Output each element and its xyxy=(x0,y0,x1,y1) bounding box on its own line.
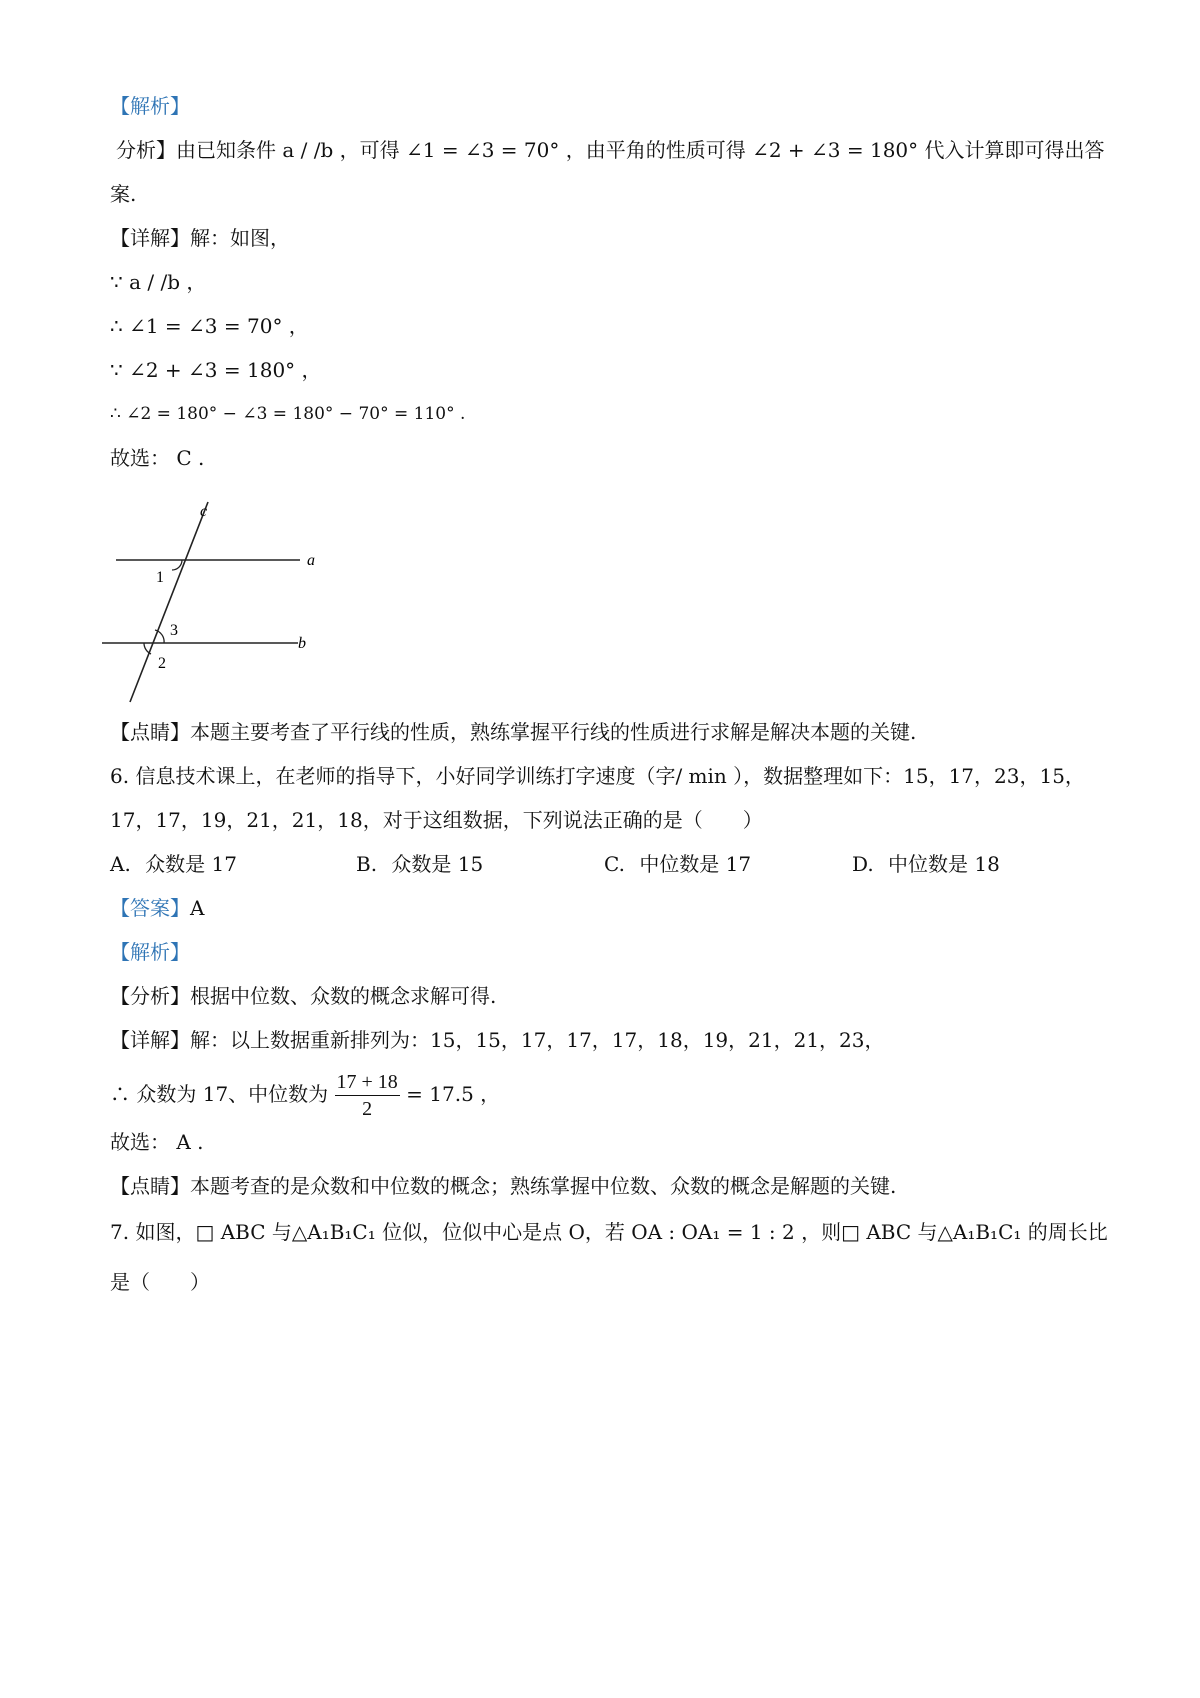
label-angle-2: 2 xyxy=(158,655,166,672)
analysis-text-line1: 分析】由已知条件 a / /b ，可得 ∠1 = ∠3 = 70° ，由平角的性质可得 ∠2 + ∠3 = 180° 代入计算即可得出答 xyxy=(116,138,1105,162)
result-prefix: ∴ 众数为 17、中位数为 xyxy=(110,1082,329,1106)
option-a-label: A. xyxy=(110,852,131,876)
analysis-tag: 【解析】 xyxy=(110,94,190,118)
option-d-text: 中位数是 18 xyxy=(888,852,1000,876)
option-b-text: 众数是 15 xyxy=(391,852,484,876)
option-c-label: C. xyxy=(604,852,625,876)
option-b xyxy=(356,850,483,878)
analysis-text-line2: 案. xyxy=(110,182,137,206)
q6-choice: 故选： A . xyxy=(110,1130,204,1154)
line-c xyxy=(130,502,208,702)
label-angle-3: 3 xyxy=(170,622,178,639)
answer-value: A xyxy=(190,896,205,920)
option-a xyxy=(110,850,237,878)
parallel-lines-figure xyxy=(100,503,330,705)
median-fraction xyxy=(335,1069,400,1122)
option-a-text: 众数是 17 xyxy=(145,852,237,876)
q6-analysis: 【分析】根据中位数、众数的概念求解可得. xyxy=(110,984,497,1008)
q6-stem-line2: 17，17，19，21，21，18，对于这组数据，下列说法正确的是（ ） xyxy=(110,808,763,832)
q6-result-line xyxy=(110,1066,500,1122)
fraction-denominator: 2 xyxy=(362,1098,373,1120)
option-b-label: B. xyxy=(356,852,378,876)
q6-stem-line1: 6. 信息技术课上，在老师的指导下，小好同学训练打字速度（字/ min ），数据整理如下：15，17，23，15， xyxy=(110,764,1085,788)
label-c: c xyxy=(200,503,208,520)
option-c-text: 中位数是 17 xyxy=(639,852,752,876)
q6-detail: 【详解】解：以上数据重新排列为：15，15，17，17，17，18，19，21，21，23， xyxy=(110,1028,885,1052)
step-1: ∵ a / /b ， xyxy=(110,270,207,294)
label-angle-1: 1 xyxy=(156,569,164,586)
result-suffix: = 17.5 ， xyxy=(406,1082,501,1106)
remark-q5: 【点睛】本题主要考查了平行线的性质，熟练掌握平行线的性质进行求解是解决本题的关键. xyxy=(110,720,917,744)
label-b: b xyxy=(298,635,306,652)
q7-stem-line2: 是（ ） xyxy=(110,1270,210,1294)
answer-tag: 【答案】 xyxy=(110,896,190,920)
step-2: ∴ ∠1 = ∠3 = 70° ， xyxy=(110,314,309,338)
option-d-label: D. xyxy=(852,852,874,876)
step-4: ∴ ∠2 = 180° − ∠3 = 180° − 70° = 110° . xyxy=(110,404,466,424)
q7-stem-line1: 7. 如图，□ ABC 与△A₁B₁C₁ 位似，位似中心是点 O，若 OA : OA₁ = 1 : 2 ，则□ ABC 与△A₁B₁C₁ 的周长比 xyxy=(110,1220,1108,1244)
answer-line xyxy=(110,894,204,922)
option-c xyxy=(604,850,751,878)
remark-q6: 【点睛】本题考查的是众数和中位数的概念；熟练掌握中位数、众数的概念是解题的关键. xyxy=(110,1174,897,1198)
option-d xyxy=(852,850,1000,878)
q6-analysis-tag: 【解析】 xyxy=(110,940,190,964)
fraction-numerator: 17 + 18 xyxy=(335,1069,400,1096)
detail-heading: 【详解】解：如图， xyxy=(110,226,290,250)
angle-1-arc xyxy=(172,560,182,570)
label-a: a xyxy=(307,552,315,569)
choice-line: 故选： C . xyxy=(110,446,205,470)
step-3: ∵ ∠2 + ∠3 = 180° ， xyxy=(110,358,322,382)
